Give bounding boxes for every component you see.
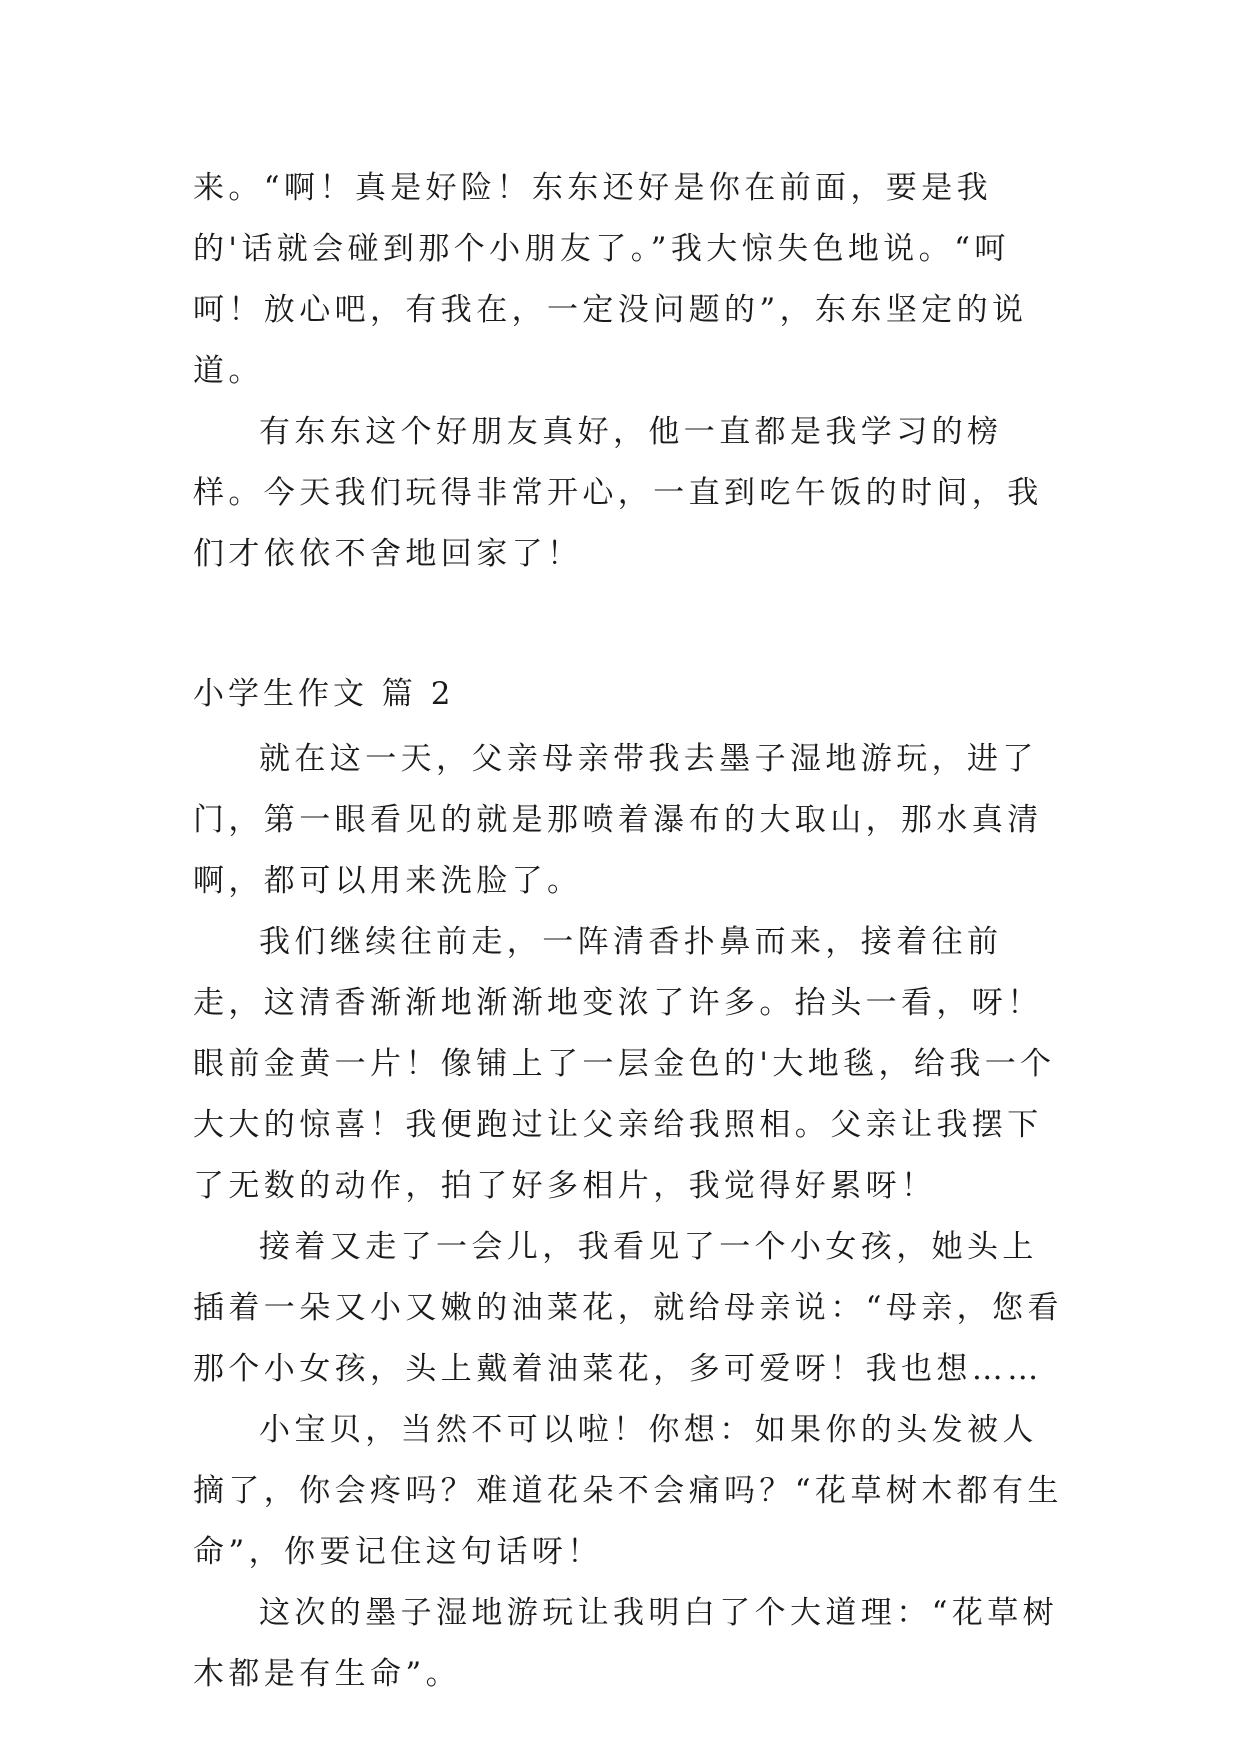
paragraph-continuation: 来。“啊！真是好险！东东还好是你在前面，要是我的'话就会碰到那个小朋友了。”我大惊失色地说。“呵呵！放心吧，有我在，一定没问题的”，东东坚定的说道。: [193, 170, 1028, 389]
paragraph: 就在这一天，父亲母亲带我去墨子湿地游玩，进了门，第一眼看见的就是那喷着瀑布的大取山，那水真清啊，都可以用来洗脸了。: [193, 741, 1043, 899]
paragraph: 接着又走了一会儿，我看见了一个小女孩，她头上插着一朵又小又嫩的油菜花，就给母亲说：“母亲，您看那个小女孩，头上戴着油菜花，多可爱呀！我也想……: [193, 1229, 1063, 1387]
paragraph: 小宝贝，当然不可以啦！你想：如果你的头发被人摘了，你会疼吗？难道花朵不会痛吗？“花草树木都有生命”，你要记住这句话呀！: [193, 1412, 1063, 1570]
paragraph: 我们继续往前走，一阵清香扑鼻而来，接着往前走，这清香渐渐地渐渐地变浓了许多。抬头一看，呀！眼前金黄一片！像铺上了一层金色的'大地毯，给我一个大大的惊喜！我便跑过让父亲给我照相。父亲让我摆下了无数的动作，拍了好多相片，我觉得好累呀！: [193, 924, 1056, 1204]
paragraph: 这次的墨子湿地游玩让我明白了个大道理：“花草树木都是有生命”。: [193, 1595, 1059, 1692]
section-heading: 小学生作文 篇 2: [193, 676, 455, 712]
document-body: [193, 158, 1073, 1705]
paragraph: 有东东这个好朋友真好，他一直都是我学习的榜样。今天我们玩得非常开心，一直到吃午饭的时间，我们才依依不舍地回家了！: [193, 414, 1043, 572]
